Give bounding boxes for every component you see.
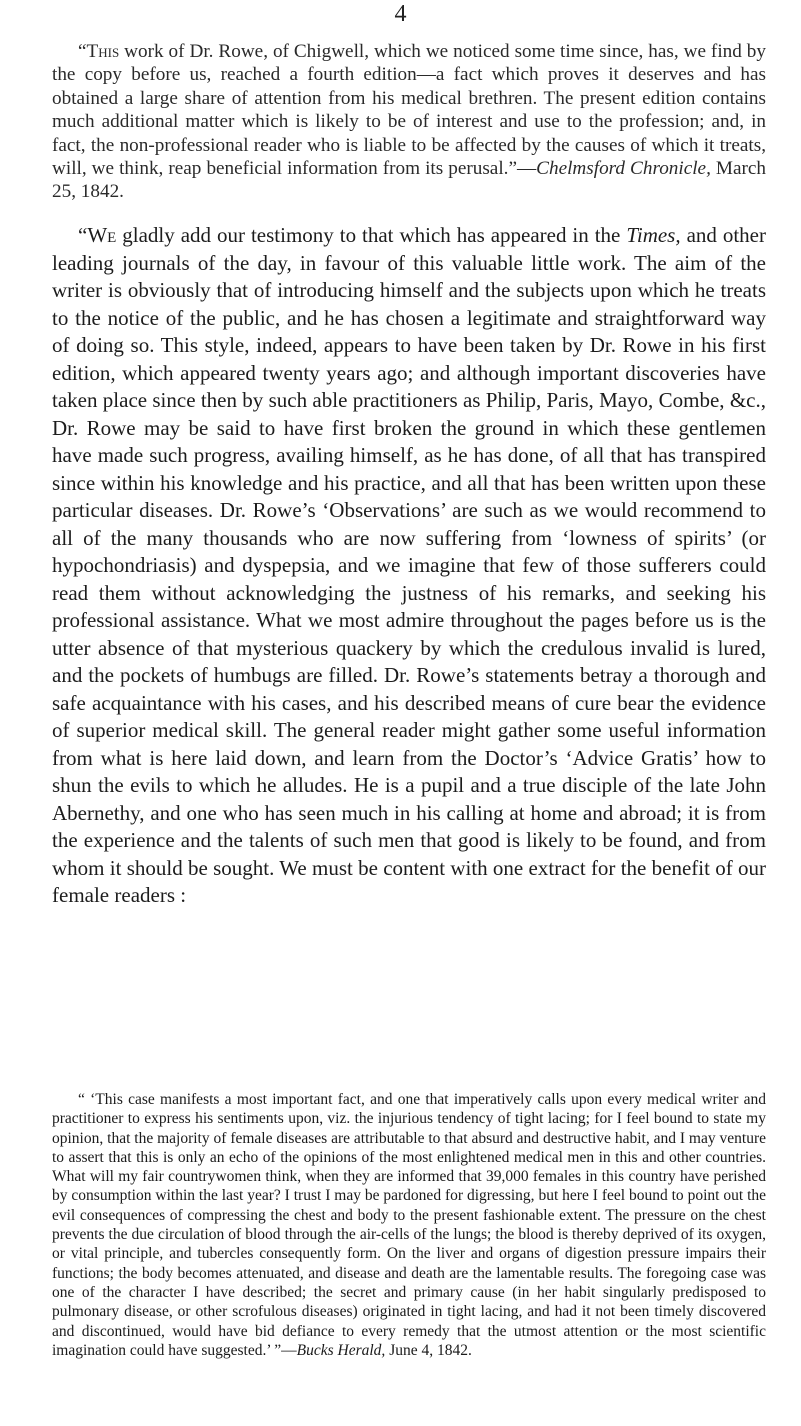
review-times-testimony xyxy=(52,222,766,910)
review-chelmsford-chronicle xyxy=(52,40,766,204)
extract-paragraph xyxy=(52,1090,766,1360)
review-paragraph xyxy=(52,222,766,910)
extract-text: “ ‘This case manifests a most important fact, and one that imperatively calls upon every medical writer and practitioner to express his sentiments upon, viz. the injurious tendency of tight lacing; for I feel bound to state my opinion, that the majority of female diseases are attributable to that absurd and destructive habit, and I may venture to assert that this is only an echo of the opinions of the most enlightened medical men in this and other countries. What will my fair countrywomen think, when they are informed that 39,000 females in this country have perished by consumption within the last year? I trust I may be pardoned for digressing, but here I feel bound to point out the evil consequences of compressing the chest and body to the present fashionable extent. The pressure on the chest prevents the due circulation of blood through the air-cells of the lungs; the blood is thereby deprived of its oxygen, or vital principle, and tubercles consequently form. On the liver and organs of digestion pressure impairs their functions; the body becomes attenuated, and disease and death are the lamentable results. The foregoing case was one of the character I have described; the secret and primary cause (in her habit singularly predisposed to pulmonary disease, or other scrofulous diseases) originated in tight lacing, and had it not been timely discovered and discontinued, would have bid defiance to every remedy that the utmost attention or the most scientific imagination could have suggested.’ ”— xyxy=(52,1091,766,1359)
review-text: gladly add our testimony to that which has appeared in the xyxy=(116,223,627,247)
extract-date: June 4, 1842. xyxy=(385,1341,472,1359)
lead-word: We xyxy=(87,223,117,247)
times-title: Times, xyxy=(626,223,681,247)
lead-word: This xyxy=(86,41,120,62)
open-quote: “ xyxy=(78,41,87,62)
review-paragraph xyxy=(52,40,766,204)
review-source: Chelmsford Chronicle, xyxy=(536,158,711,180)
review-text-continued: and other leading journals of the day, in favour of this valuable little work. The aim of the writer is obviously that of introducing himself and the subjects upon which he treats to the notice of the public, and he has chosen a legitimate and straightforward way of doing so. This style, indeed, appears to have been taken by Dr. Rowe in his first edition, which appeared twenty years ago; and although important discoveries have taken place since then by such able practitioners as Philip, Paris, Mayo, Combe, &c., Dr. Rowe may be said to have first broken the ground in which these gentlemen have made such progress, availing himself, as he has done, of all that has transpired since within his knowledge and his practice, and all that has been written upon these particular diseases. Dr. Rowe’s ‘Observations’ are such as we would recommend to all of the many thousands who are now suffering from ‘lowness of spirits’ (or hypochondriasis) and dyspepsia, and we imagine that few of those sufferers could read them without acknowledging the justness of his remarks, and seeking his professional assistance. What we most admire throughout the pages before us is the utter absence of that mysterious quackery by which the credulous invalid is lured, and the pockets of humbugs are filled. Dr. Rowe’s statements betray a thorough and safe acquaintance with his cases, and his described means of cure bear the evidence of superior medical skill. The general reader might gather some useful information from what is here laid down, and learn from the Doctor’s ‘Advice Gratis’ how to shun the evils to which he alludes. He is a pupil and a true disciple of the late John Abernethy, and one who has seen much in his calling at home and abroad; it is from the experience and the talents of such men that good is likely to be found, and from whom it should be sought. We must be content with one extract for the benefit of our female readers : xyxy=(52,223,766,907)
review-date: March 25, 1842. xyxy=(52,158,766,203)
extract-source: Bucks Herald, xyxy=(296,1341,386,1359)
page-number: 4 xyxy=(394,1,407,27)
review-bucks-herald-extract xyxy=(52,1090,766,1360)
review-text: work of Dr. Rowe, of Chigwell, which we noticed some time since, has, we find by the copy before us, reached a fourth edition—a fact which proves it deserves and has obtained a large share of attention from his medical brethren. The present edition contains much additional matter which is likely to be of interest and use to the profession; and, in fact, the non-professional reader who is liable to be affected by the causes of which it treats, will, we think, reap beneficial information from its perusal.”— xyxy=(52,41,766,180)
open-quote: “ xyxy=(78,223,88,247)
